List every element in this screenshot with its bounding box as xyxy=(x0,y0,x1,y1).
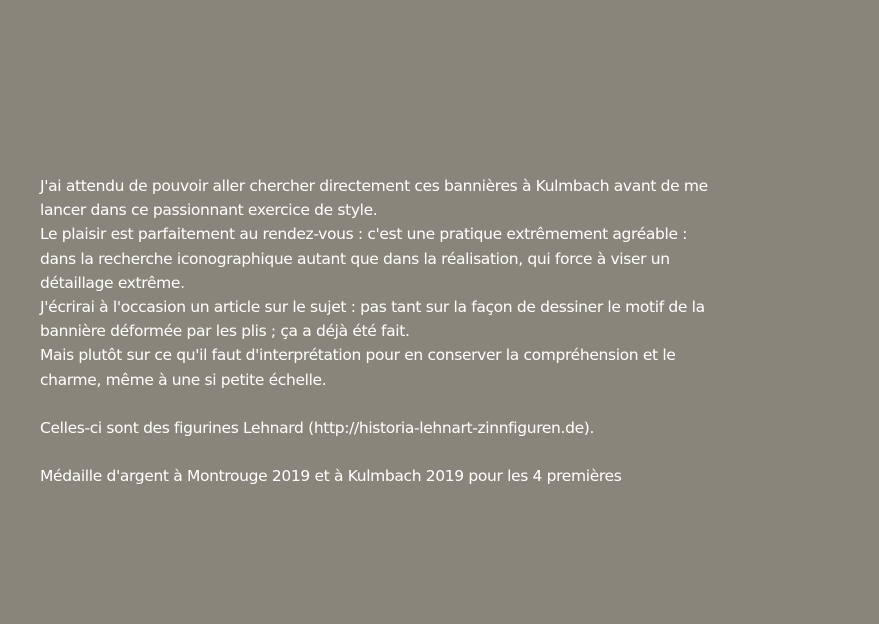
text-line: lancer dans ce passionnant exercice de style. xyxy=(40,201,378,220)
award-line: Médaille d'argent à Montrouge 2019 et à Kulmbach 2019 pour les 4 premières xyxy=(40,467,622,486)
text-line: détaillage extrême. xyxy=(40,273,185,292)
text-line: bannière déformée par les plis ; ça a déjà été fait. xyxy=(40,322,410,341)
paragraph-spacer xyxy=(40,392,860,416)
text-line: J'ai attendu de pouvoir aller chercher directement ces bannières à Kulmbach avant de me xyxy=(40,177,708,195)
text-line: charme, même à une si petite échelle. xyxy=(40,370,327,389)
text-line: J'écrirai à l'occasion un article sur le sujet : pas tant sur la façon de dessiner le motif de la xyxy=(40,297,705,316)
paragraph-spacer xyxy=(40,440,860,464)
text-line: dans la recherche iconographique autant que dans la réalisation, qui force à viser un xyxy=(40,249,670,268)
text-line: Le plaisir est parfaitement au rendez-vous : c'est une pratique extrêmement agréable : xyxy=(40,225,688,244)
source-credit-line: Celles-ci sont des figurines Lehnard (http://historia-lehnart-zinnfiguren.de). xyxy=(40,418,595,437)
description-text xyxy=(40,174,860,488)
text-line: Mais plutôt sur ce qu'il faut d'interprétation pour en conserver la compréhension et le xyxy=(40,346,676,365)
